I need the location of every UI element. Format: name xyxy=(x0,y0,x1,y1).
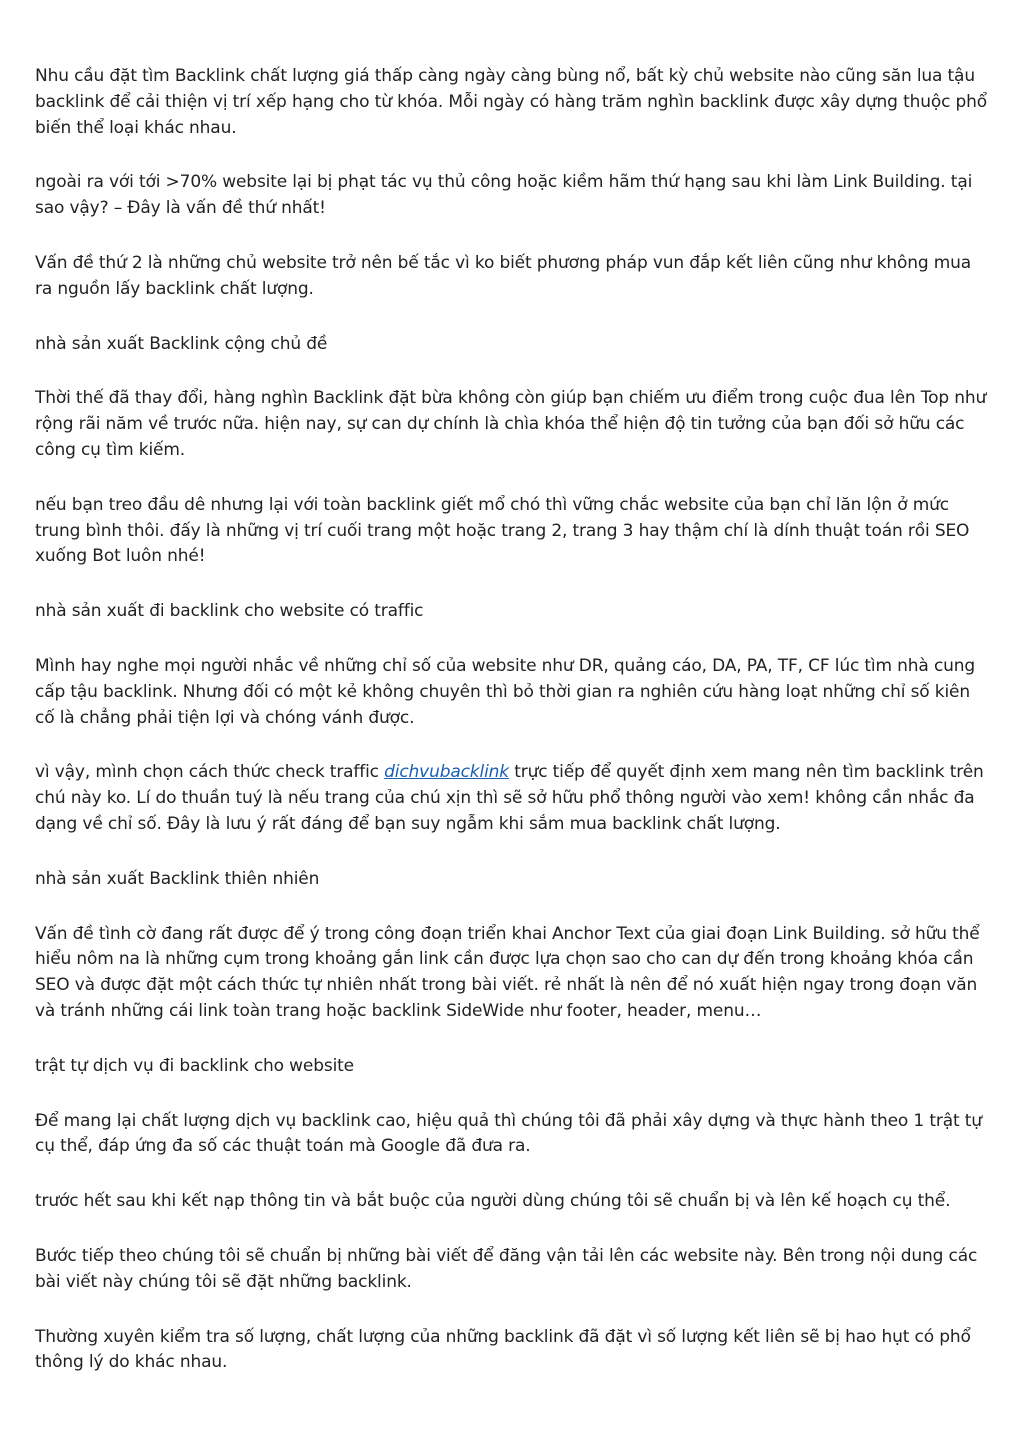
section-heading-service-order: trật tự dịch vụ đi backlink cho website xyxy=(35,1055,354,1076)
dichvubacklink-link[interactable]: dichvubacklink xyxy=(384,762,509,783)
link-paragraph-after: trực tiếp để quyết định xem mang nên tìm backlink trên chú này ko. Lí do thuần tuý là nếu trang của chú xịn thì sẽ sở hữu phổ thông người vào xem! không cần nhắc đa dạng về chỉ số. Đây là lưu ý rất đáng để bạn suy ngẫm khi sắm mua backlink chất lượng. xyxy=(35,762,984,834)
paragraph-step-one: trước hết sau khi kết nạp thông tin và bắt buộc của người dùng chúng tôi sẽ chuẩn bị và lên kế hoạch cụ thể. xyxy=(35,1191,951,1212)
paragraph-second-problem: Vấn đề thứ 2 là những chủ website trở nên bế tắc vì ko biết phương pháp vun đắp kết liên cũng như không mua ra nguồn lấy backlink chất lượng. xyxy=(35,252,972,299)
link-paragraph-before: vì vậy, mình chọn cách thức check traffic xyxy=(35,762,385,783)
paragraph-service-quality: Để mang lại chất lượng dịch vụ backlink cao, hiệu quả thì chúng tôi đã phải xây dựng và thực hành theo 1 trật tự cụ thể, đáp ứng đa số các thuật toán mà Google đã đưa ra. xyxy=(35,1110,982,1157)
paragraph-check-traffic xyxy=(35,760,988,837)
paragraph-intro: Nhu cầu đặt tìm Backlink chất lượng giá thấp càng ngày càng bùng nổ, bất kỳ chủ website nào cũng săn lua tậu backlink để cải thiện vị trí xếp hạng cho từ khóa. Mỗi ngày có hàng trăm nghìn backlink được xây dựng thuộc phổ biến thể loại khác nhau. xyxy=(35,66,988,138)
paragraph-anchor-text: Vấn đề tình cờ đang rất được để ý trong công đoạn triển khai Anchor Text của giai đoạn Link Building. sở hữu thể hiểu nôm na là những cụm trong khoảng gắn link cần được lựa chọn sao cho can dự đến trong khoảng khóa cần SEO và được đặt một cách thức tự nhiên nhất trong bài viết. rẻ nhất là nên để nó xuất hiện ngay trong đoạn văn và tránh những cái link toàn trang hoặc backlink SideWide như footer, header, menu… xyxy=(35,923,980,1021)
paragraph-step-two: Bước tiếp theo chúng tôi sẽ chuẩn bị những bài viết để đăng vận tải lên các website này. Bên trong nội dung các bài viết này chúng tôi sẽ đặt những backlink. xyxy=(35,1245,978,1292)
paragraph-step-three: Thường xuyên kiểm tra số lượng, chất lượng của những backlink đã đặt vì số lượng kết liên sẽ bị hao hụt có phổ thông lý do khác nhau. xyxy=(35,1326,971,1373)
section-heading-traffic-backlink: nhà sản xuất đi backlink cho website có traffic xyxy=(35,601,424,622)
section-heading-natural-backlink: nhà sản xuất Backlink thiên nhiên xyxy=(35,868,320,889)
paragraph-first-problem: ngoài ra với tới >70% website lại bị phạt tác vụ thủ công hoặc kiềm hãm thứ hạng sau khi làm Link Building. tại sao vậy? – Đây là vấn đề thứ nhất! xyxy=(35,172,973,219)
paragraph-metrics: Mình hay nghe mọi người nhắc về những chỉ số của website như DR, quảng cáo, DA, PA, TF, CF lúc tìm nhà cung cấp tậu backlink. Nhưng đối có một kẻ không chuyên thì bỏ thời gian ra nghiên cứu hàng loạt những chỉ số kiên cố là chẳng phải tiện lợi và chóng vánh được. xyxy=(35,655,976,728)
paragraph-times-changed: Thời thế đã thay đổi, hàng nghìn Backlink đặt bừa không còn giúp bạn chiếm ưu điểm trong cuộc đua lên Top như rộng rãi năm về trước nữa. hiện nay, sự can dự chính là chìa khóa thể hiện độ tin tưởng của bạn đối sở hữu các công cụ tìm kiếm. xyxy=(35,388,987,460)
paragraph-bad-backlinks: nếu bạn treo đầu dê nhưng lại với toàn backlink giết mổ chó thì vững chắc website của bạn chỉ lăn lộn ở mức trung bình thôi. đấy là những vị trí cuối trang một hoặc trang 2, trang 3 hay thậm chí là dính thuật toán rồi SEO xuống Bot luôn nhé! xyxy=(35,494,970,567)
section-heading-topic-backlink: nhà sản xuất Backlink cộng chủ đề xyxy=(35,333,328,354)
